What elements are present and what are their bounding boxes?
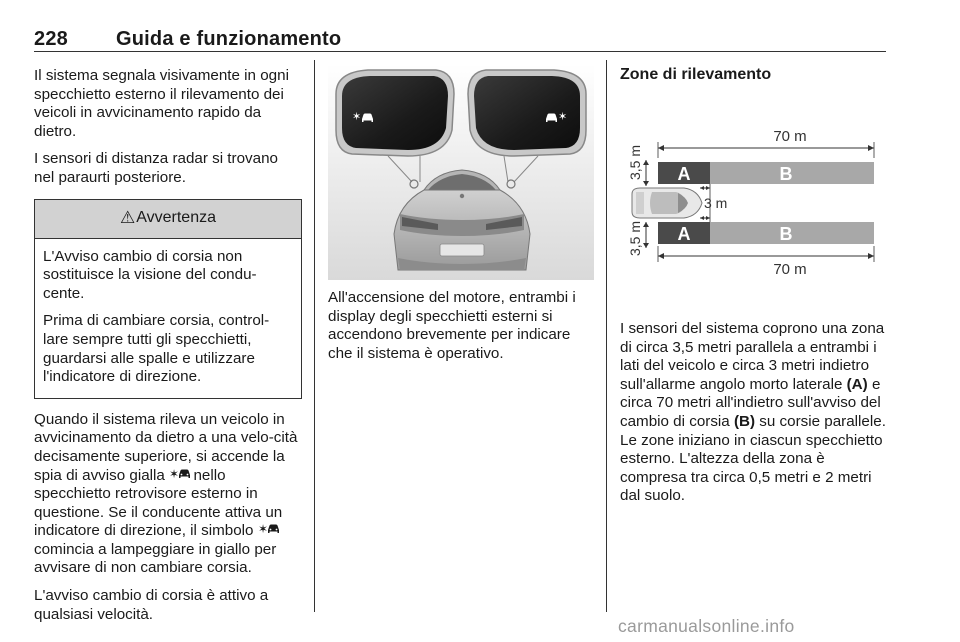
warning-title: Avvertenza: [136, 209, 216, 227]
blind-spot-car-icon: [258, 524, 280, 538]
column-1: [34, 67, 302, 633]
paragraph: [34, 411, 302, 578]
gap-label: 3 m: [704, 195, 728, 211]
column-3: [620, 320, 892, 515]
zone-a-top-label: A: [677, 164, 691, 184]
car-top-view: [632, 188, 702, 218]
paragraph-part: su corsie parallele. Le zone iniziano in ciascun specchietto esterno. L'altezza della zona è compresa tra circa 0,5 metri e 2 metri dal suolo.: [620, 412, 886, 505]
bottom-distance-label: 70 m: [773, 261, 807, 278]
paragraph: [620, 320, 892, 506]
page-title: Guida e funzionamento: [116, 28, 342, 50]
page-header: [34, 28, 886, 52]
header-rule: [34, 51, 886, 52]
zone-a-bottom-label: A: [677, 224, 691, 244]
paragraph-part: I sensori del sistema coprono una zona di circa 3,5 metri parallela a entrambi i lati del veicolo e circa 3 metri indietro sull'allarme angolo morto laterale: [620, 320, 885, 393]
paragraph: I sensori di distanza radar si trovano nel paraurti posteriore.: [34, 150, 278, 186]
paragraph: L'avviso cambio di corsia è attivo a qualsiasi velocità.: [34, 587, 269, 623]
zone-b-reference: (B): [733, 412, 756, 430]
blind-spot-car-icon: [169, 466, 193, 483]
figure-caption: All'accensione del motore, entrambi i display degli specchietti esterni si accendono brevemente per indicare che il sistema è operativo.: [328, 289, 576, 362]
watermark: carmanualsonline.info: [618, 616, 795, 636]
zone-a-reference: (A): [846, 375, 868, 393]
svg-text:✶: ✶: [558, 110, 568, 123]
warning-triangle-icon: ⚠: [120, 208, 136, 228]
warning-text: Prima di cambiare corsia, control-lare sempre tutti gli specchietti, guardarsi alle spalle e utilizzare l'indicatore di direzione.: [43, 312, 270, 386]
zone-b-bottom-label: B: [779, 224, 793, 244]
section-heading: Zone di rilevamento: [620, 66, 772, 83]
detection-zone-diagram: [622, 98, 890, 306]
svg-text:✶: ✶: [257, 522, 267, 536]
top-width-label: 3,5 m: [627, 144, 643, 180]
svg-text:✶: ✶: [352, 110, 362, 123]
page-number: 228: [34, 28, 68, 50]
warning-body: [35, 239, 301, 398]
bottom-width-label: 3,5 m: [627, 220, 643, 256]
warning-header: [35, 200, 301, 239]
warning-text: L'Avviso cambio di corsia non sostituisce la visione del condu-cente.: [43, 247, 257, 302]
svg-text:✶: ✶: [169, 466, 179, 480]
zone-b-top-label: B: [779, 164, 793, 184]
warning-box: [34, 199, 302, 399]
paragraph-part: comincia a lampeggiare in giallo per avvisare di non cambiare corsia.: [34, 540, 277, 577]
paragraph-part: Quando il sistema rileva un veicolo in avvicinamento da dietro a una velo-cità decisamente superiore, si accende la spia di avviso gialla: [34, 410, 298, 484]
paragraph: Il sistema segnala visivamente in ogni specchietto esterno il rilevamento dei veicoli in avvicinamento rapido da dietro.: [34, 67, 289, 140]
column-2: [328, 289, 598, 372]
paragraph-part: nello specchietto retrovisore esterno in questione. Se il conducente attiva un indicatore di direzione, il simbolo: [34, 466, 283, 540]
column-divider-2: [606, 60, 607, 612]
top-distance-label: 70 m: [773, 128, 807, 145]
mirror-car-illustration: [328, 64, 594, 280]
paragraph-part: e circa 70 metri all'indietro sull'avviso del cambio di corsia: [620, 375, 881, 430]
column-divider-1: [314, 60, 315, 612]
